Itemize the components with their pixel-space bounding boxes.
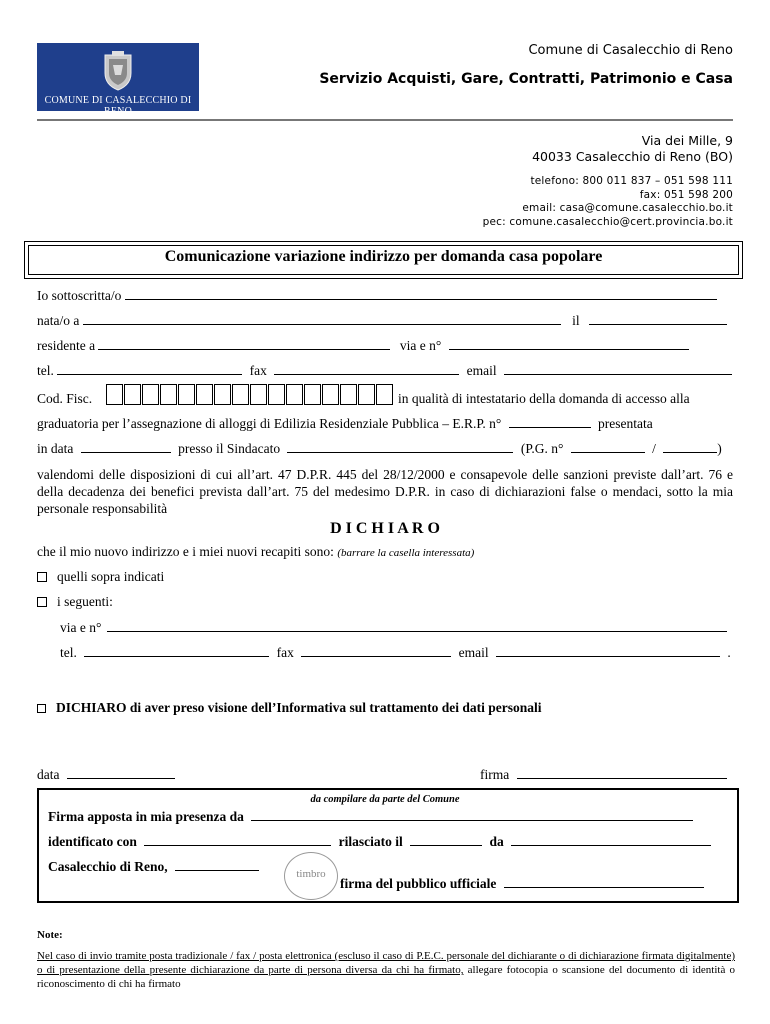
new-email-label: email [458,645,489,660]
in-data-row [37,441,722,457]
da-label: da [489,834,504,849]
sottoscritto-label: Io sottoscritta/o [37,288,122,303]
email-field[interactable] [504,363,732,375]
new-via-row [60,620,727,636]
cf-box[interactable] [214,384,231,405]
notes-text [37,949,735,991]
informativa-row[interactable] [37,700,542,716]
cf-box[interactable] [286,384,303,405]
firma-pubblico-row [340,876,704,892]
firma-apposta-field[interactable] [251,809,693,821]
contact-telefono: telefono: 800 011 837 – 051 598 111 [530,175,733,187]
pg-slash: / [652,441,656,456]
tel-label: tel. [37,363,54,378]
casalecchio-label: Casalecchio di Reno, [48,859,168,874]
cf-box[interactable] [376,384,393,405]
cf-box[interactable] [160,384,177,405]
barrare-hint: (barrare la casella interessata) [337,547,475,559]
new-fax-label: fax [276,645,294,660]
rilasciato-field[interactable] [410,834,482,846]
via-label: via e n° [399,338,442,353]
qualita-text: in qualità di intestatario della domanda di accesso alla [398,391,690,406]
firma-row [480,767,727,783]
new-contatti-period: . [727,645,731,660]
cf-box[interactable] [124,384,141,405]
graduatoria-text: graduatoria per l’assegnazione di alloggi di Edilizia Residenziale Pubblica – E.R.P. n° [37,416,502,431]
contact-pec: pec: comune.casalecchio@cert.provincia.bo.it [482,216,733,228]
via-field[interactable] [449,338,689,350]
option-seguenti-label: i seguenti: [57,594,113,609]
data-row [37,767,175,783]
new-tel-label: tel. [60,645,77,660]
new-tel-field[interactable] [84,645,269,657]
contatti-row [37,363,732,379]
new-contatti-row [60,645,731,661]
data-label: data [37,767,60,782]
firma-field[interactable] [517,767,727,779]
cf-box[interactable] [268,384,285,405]
new-fax-field[interactable] [301,645,451,657]
cf-box[interactable] [304,384,321,405]
valendomi-paragraph: valendomi delle disposizioni di cui all’art. 47 D.P.R. 445 del 28/12/2000 e consapevole delle sanzioni previste dall’art. 76 e della decadenza dei benefici prevista dall’art. 75 del medesimo D.P.R. in caso di dichiarazioni false o mendaci, sotto la mia personale responsabilità [37,467,733,516]
office-heading: da compilare da parte del Comune [310,794,460,805]
pg-close: ) [717,441,722,456]
graduatoria-row [37,416,653,432]
address-city: 40033 Casalecchio di Reno (BO) [532,149,733,164]
coat-of-arms-icon [99,49,137,91]
cf-box[interactable] [340,384,357,405]
identificato-row [48,834,711,850]
cod-fisc-label: Cod. Fisc. [37,391,93,406]
service-name: Servizio Acquisti, Gare, Contratti, Patrimonio e Casa [319,71,733,87]
option-sopra-checkbox[interactable] [37,572,47,582]
cf-box[interactable] [250,384,267,405]
sindacato-field[interactable] [287,441,513,453]
option-sopra-label: quelli sopra indicati [57,569,165,584]
il-label: il [572,313,580,328]
residente-row [37,338,689,354]
erp-number-field[interactable] [509,416,591,428]
dichiaro-heading: D I C H I A R O [330,520,440,537]
nato-label: nata/o a [37,313,80,328]
option-seguenti-checkbox[interactable] [37,597,47,607]
pg-number-field[interactable] [571,441,645,453]
fax-label: fax [249,363,267,378]
cf-box[interactable] [322,384,339,405]
nato-field[interactable] [83,313,561,325]
sottoscritto-field[interactable] [125,288,717,300]
presentata-label: presentata [598,416,653,431]
informativa-checkbox[interactable] [37,704,46,713]
identificato-field[interactable] [144,834,331,846]
firma-pubblico-field[interactable] [504,876,704,888]
sottoscritto-row [37,288,717,304]
new-email-field[interactable] [496,645,720,657]
firma-apposta-label: Firma apposta in mia presenza da [48,809,244,824]
logo-text: COMUNE DI CASALECCHIO DI RENO [44,95,192,117]
cf-box[interactable] [196,384,213,405]
new-via-field[interactable] [107,620,727,632]
residente-field[interactable] [98,338,390,350]
timbro-stamp [284,852,338,900]
presso-label: presso il Sindacato [178,441,281,456]
casalecchio-date-field[interactable] [175,859,259,871]
contact-email: email: casa@comune.casalecchio.bo.it [522,202,733,214]
notes-underlined: Nel caso di invio tramite posta tradizionale / fax / posta elettronica (escluso il caso di P.E.C. personale del dichiarante o di dichiarazione firmata digitalmente) o di presentazione della presente dichiarazione da parte di persona diversa da chi ha firmato, [37,950,735,976]
in-data-label: in data [37,441,74,456]
email-label: email [466,363,497,378]
da-field[interactable] [511,834,711,846]
identificato-label: identificato con [48,834,137,849]
option-sopra-row[interactable] [37,569,164,585]
pg-year-field[interactable] [663,441,717,453]
nuovo-indirizzo-row [37,544,474,560]
new-via-label: via e n° [60,620,102,635]
residente-label: residente a [37,338,96,353]
title-box [24,241,743,279]
informativa-label: DICHIARO di aver preso visione dell’Informativa sul trattamento dei dati personali [56,700,542,715]
codice-fiscale-boxes[interactable] [106,384,394,405]
nuovo-indirizzo-text: che il mio nuovo indirizzo e i miei nuovi recapiti sono: [37,544,334,559]
comune-name: Comune di Casalecchio di Reno [528,43,733,58]
cf-box[interactable] [142,384,159,405]
data-field[interactable] [67,767,175,779]
casalecchio-row [48,859,259,875]
rilasciato-label: rilasciato il [338,834,403,849]
contact-fax: fax: 051 598 200 [639,189,733,201]
nato-row [37,313,727,329]
comune-logo [37,43,199,117]
firma-pubblico-label: firma del pubblico ufficiale [340,876,497,891]
cf-box[interactable] [232,384,249,405]
cf-box[interactable] [358,384,375,405]
fax-field[interactable] [274,363,459,375]
notes-rest: allegare fotocopia o scansione del documento di identità o riconoscimento di chi ha firmato [37,964,735,990]
notes-label: Note: [37,929,63,941]
firma-label: firma [480,767,510,782]
tel-field[interactable] [57,363,242,375]
address-street: Via dei Mille, 9 [641,133,733,148]
firma-apposta-row [48,809,693,825]
in-data-field[interactable] [81,441,171,453]
cf-box[interactable] [106,384,123,405]
pg-label: (P.G. n° [520,441,564,456]
option-seguenti-row[interactable] [37,594,113,610]
timbro-label: timbro [296,868,326,880]
birthdate-field[interactable] [589,313,727,325]
header-divider [37,119,733,121]
cf-box[interactable] [178,384,195,405]
document-title: Comunicazione variazione indirizzo per domanda casa popolare [164,248,603,265]
